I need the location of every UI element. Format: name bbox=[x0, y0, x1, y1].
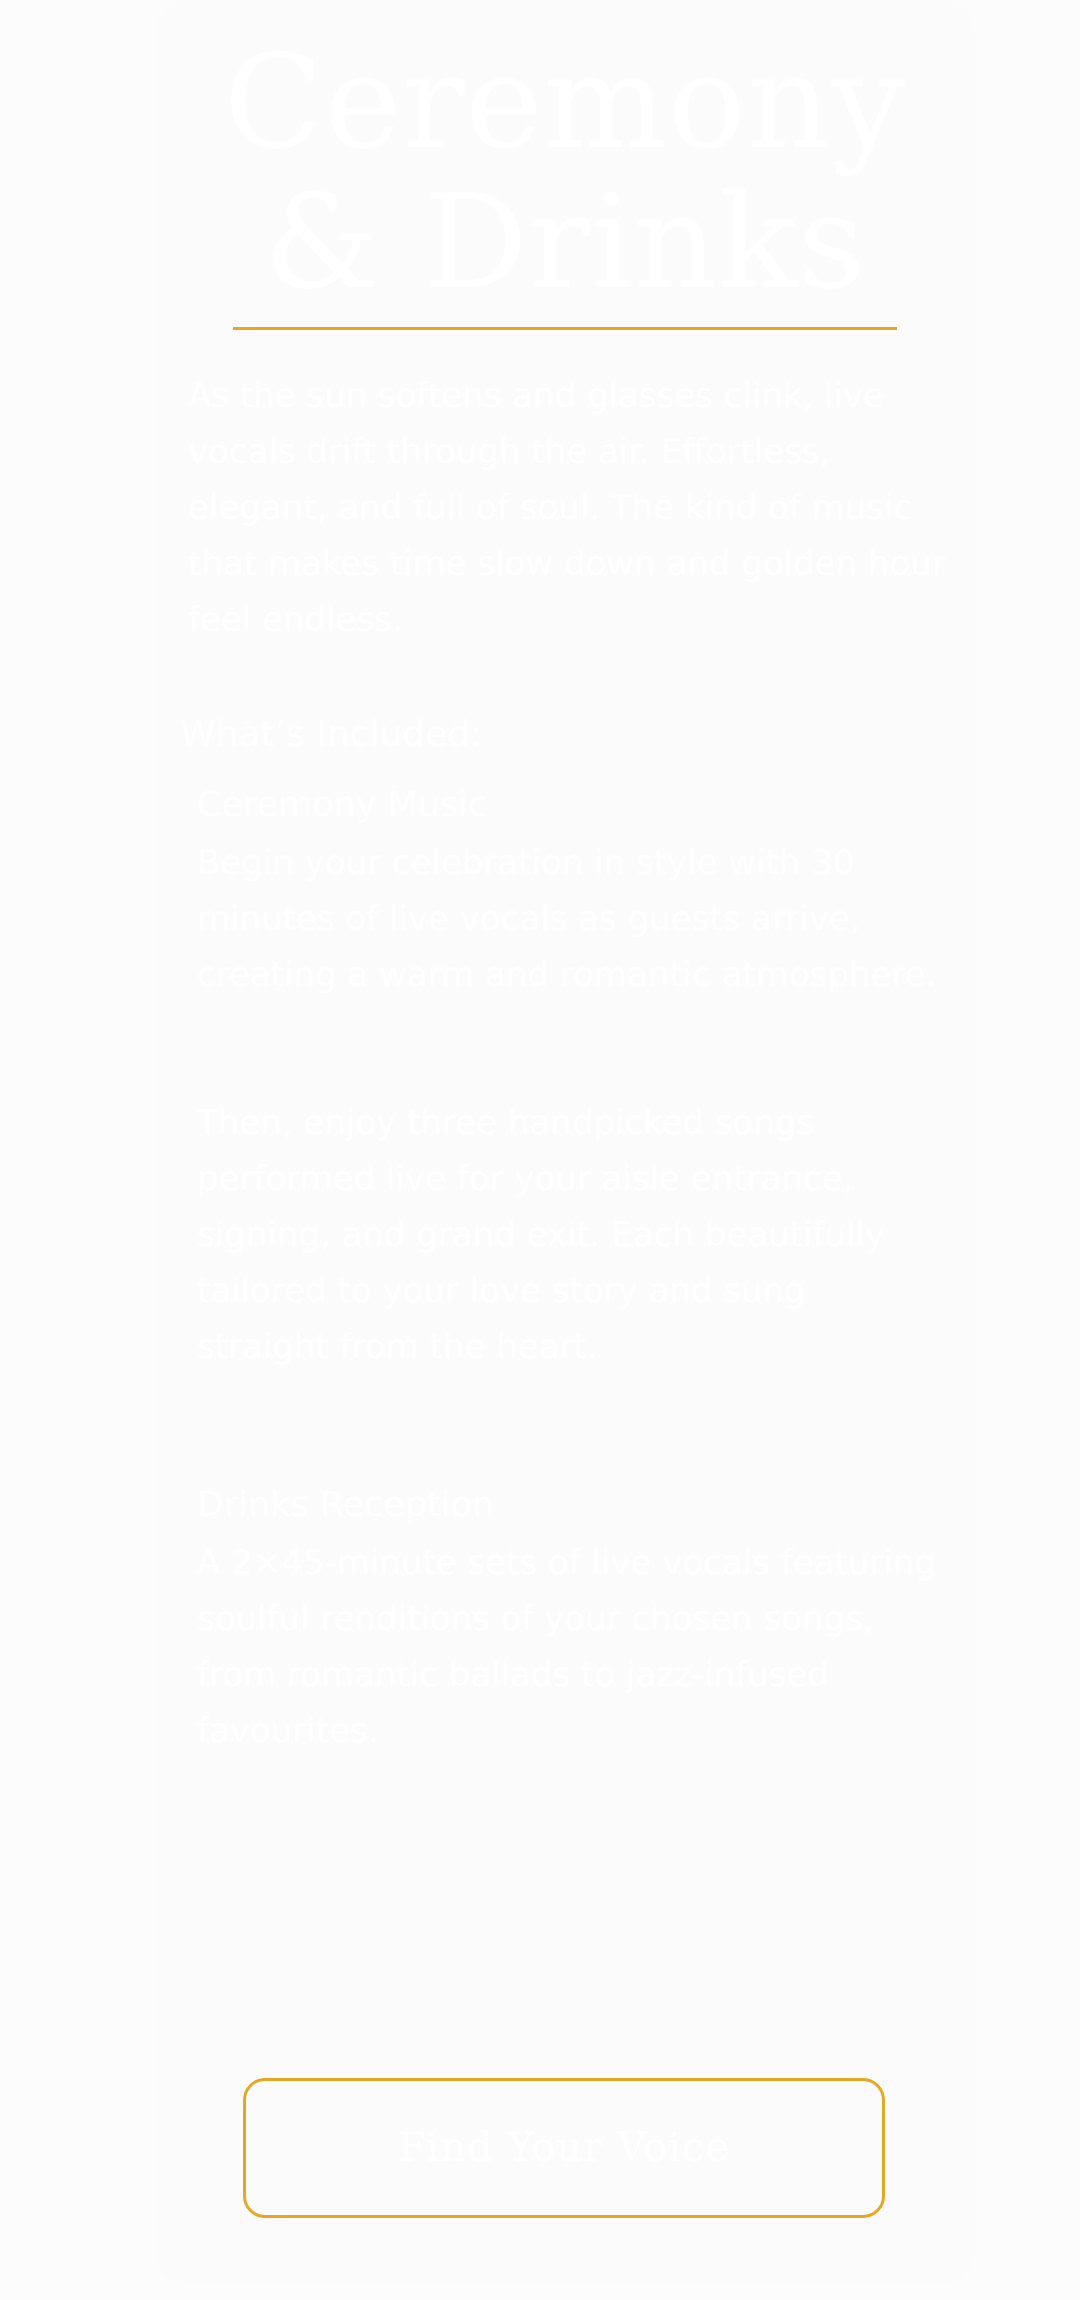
ceremony-music-description: Begin your celebration in style with 30 minutes of live vocals as guests arrive, creating a warm and romantic atmosphere. bbox=[197, 843, 937, 995]
intro-text: As the sun softens and glasses clink, live vocals drift through the air. Effortless, elegant, and full of soul. The kind of music that makes time slow down and golden hour feel endless. bbox=[188, 376, 946, 640]
page-title-line-2: & Drinks bbox=[263, 166, 867, 318]
ceremony-music-songs-description: Then, enjoy three handpicked songs performed live for your aisle entrance, signing, and grand exit. Each beautifully tailored to your love story and sung straight from the heart. bbox=[197, 1103, 885, 1367]
drinks-reception-description: A 2×45-minute sets of live vocals featuring soulful renditions of your chosen songs, from romantic ballads to jazz-infused favourites. bbox=[197, 1543, 936, 1751]
title-divider bbox=[233, 327, 897, 330]
page-title-line-1: Ceremony bbox=[223, 26, 907, 178]
package-card bbox=[155, 0, 975, 2286]
drinks-reception-title: Drinks Reception bbox=[197, 1485, 495, 1525]
page-title bbox=[155, 26, 975, 318]
included-heading: What’s Included: bbox=[180, 714, 483, 755]
ceremony-music-title: Ceremony Music bbox=[197, 785, 488, 825]
find-your-voice-button[interactable]: Find Your Voice bbox=[243, 2078, 885, 2218]
